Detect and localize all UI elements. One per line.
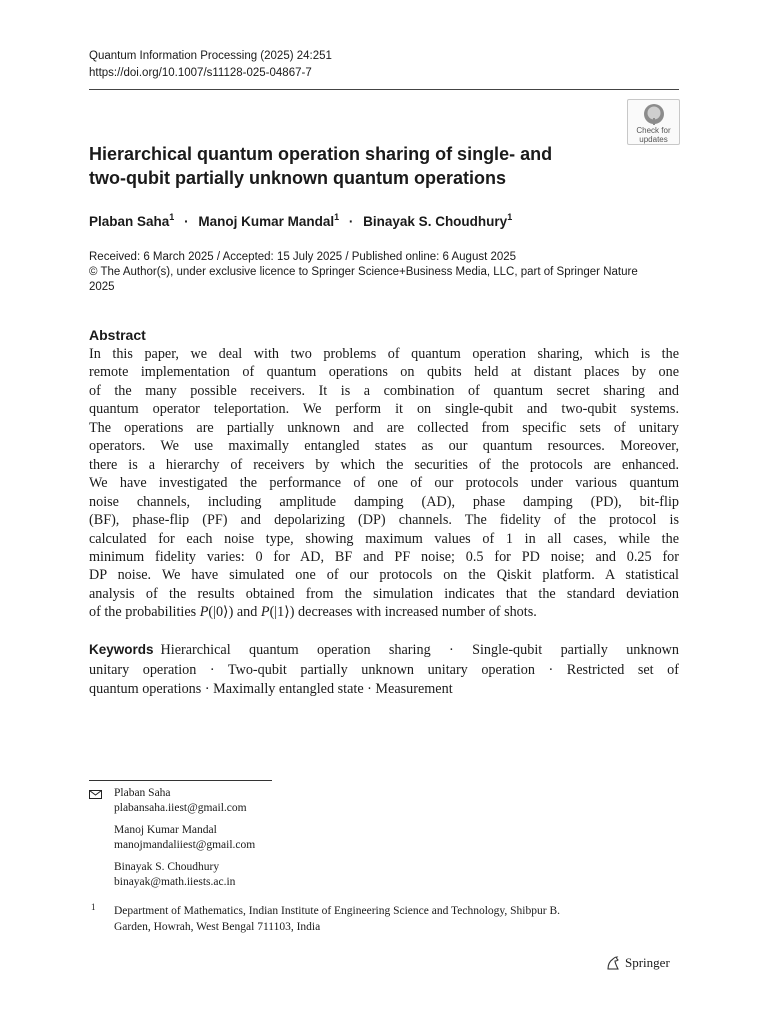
keywords-text: Hierarchical quantum operation sharing · Single-qubit partially unknown [160, 642, 679, 658]
author-name: Binayak S. Choudhury [363, 214, 508, 229]
corresponding-author-1 [114, 786, 247, 816]
abstract-line: In this paper, we deal with two problems of quantum operation sharing, which is the [89, 346, 679, 362]
author-list [89, 208, 512, 231]
probability-argument: (|0⟩) [208, 604, 234, 621]
keywords-label: Keywords [89, 642, 154, 657]
abstract-line: calculated for each noise type, showing maximum values of 1 in all cases, while the [89, 530, 679, 547]
publication-history [89, 250, 679, 295]
affiliation-line-1: Department of Mathematics, Indian Institute of Engineering Science and Technology, Shibpur B. [114, 905, 560, 917]
probability-symbol: P [199, 604, 209, 621]
abstract-text: of the probabilities [89, 604, 200, 621]
affiliation [114, 904, 679, 935]
abstract-last-line [89, 603, 679, 621]
probability-symbol: P [260, 604, 270, 621]
abstract-line: We have investigated the performance of one of our protocols under various quantum [89, 475, 679, 492]
abstract-line: noise channels, including amplitude damping (AD), phase damping (PD), bit-flip [89, 493, 679, 510]
abstract-line: remote implementation of quantum operations on qubits held at distant places by one [89, 364, 679, 381]
updates-label: updates [639, 135, 668, 144]
publisher-name: Springer [625, 955, 670, 970]
correspondent-name: Binayak S. Choudhury [114, 861, 220, 873]
abstract-body [89, 345, 679, 622]
abstract-line: of the many possible receivers. It is a combination of quantum secret sharing and [89, 382, 679, 399]
abstract-line: The operations are partially unknown and are collected from specific sets of unitary [89, 419, 679, 436]
author-separator: · [184, 214, 189, 229]
copyright-year: 2025 [89, 281, 115, 293]
check-for-label: Check for [636, 126, 671, 135]
author-name: Plaban Saha [89, 214, 170, 229]
copyright-notice: © The Author(s), under exclusive licence to Springer Science+Business Media, LLC, part of Springer Nature [89, 266, 638, 278]
title-line-2: two-qubit partially unknown quantum operations [89, 168, 506, 188]
doi-link[interactable]: https://doi.org/10.1007/s11128-025-04867-7 [89, 67, 312, 79]
affiliation-number: 1 [91, 902, 96, 912]
affiliation-line-2: Garden, Howrah, West Bengal 711103, India [114, 920, 321, 933]
abstract-line: (BF), phase-flip (PF) and depolarizing (DP) channels. The fidelity of the protocol is [89, 512, 679, 529]
author-affiliation-mark: 1 [334, 212, 340, 222]
correspondent-email[interactable]: plabansaha.iiest@gmail.com [114, 802, 247, 814]
springer-logo [605, 955, 670, 971]
article-title [89, 142, 609, 190]
abstract-text: and [233, 604, 261, 621]
keywords-section [89, 640, 679, 700]
springer-horse-icon [605, 955, 621, 971]
header-divider [89, 89, 679, 90]
abstract-text: decreases with increased number of shots. [294, 604, 537, 621]
abstract-line: minimum fidelity varies: 0 for AD, BF and PF noise; 0.5 for PD noise; and 0.25 for [89, 548, 679, 565]
check-for-updates-badge[interactable] [627, 99, 680, 145]
corresponding-author-2 [114, 823, 255, 853]
author-separator: · [348, 214, 354, 229]
journal-header [89, 48, 332, 82]
keywords-line [89, 640, 679, 661]
abstract-line: quantum operator teleportation. We perform it on single-qubit and two-qubit systems. [89, 401, 679, 418]
abstract-line: analysis of the results obtained from the simulation indicates that the standard deviation [89, 585, 679, 602]
corresponding-author-3 [114, 860, 235, 890]
crossmark-check-icon [643, 103, 665, 125]
correspondent-name: Plaban Saha [114, 787, 171, 799]
keywords-line: unitary operation · Two-qubit partially unknown unitary operation · Restricted set of [89, 661, 679, 678]
footnote-divider [89, 780, 272, 781]
received-accepted-dates: Received: 6 March 2025 / Accepted: 15 July 2025 / Published online: 6 August 2025 [89, 251, 517, 263]
envelope-icon [89, 790, 102, 799]
title-line-1: Hierarchical quantum operation sharing of single- and [89, 144, 553, 164]
abstract-line: DP noise. We have simulated one of our protocols on the Qiskit platform. A statistical [89, 567, 679, 584]
abstract-heading: Abstract [89, 327, 146, 343]
correspondent-email[interactable]: binayak@math.iiests.ac.in [114, 876, 236, 888]
abstract-line: there is a hierarchy of receivers by which the securities of the protocols are enhanced. [89, 456, 679, 473]
probability-argument: (|1⟩) [269, 604, 295, 621]
journal-citation: Quantum Information Processing (2025) 24:251 [89, 50, 332, 62]
author-affiliation-mark: 1 [169, 212, 175, 222]
author-affiliation-mark: 1 [507, 212, 513, 222]
correspondent-name: Manoj Kumar Mandal [114, 824, 217, 836]
keywords-line: quantum operations · Maximally entangled state · Measurement [89, 681, 453, 697]
author-name: Manoj Kumar Mandal [198, 214, 335, 229]
correspondent-email[interactable]: manojmandaliiest@gmail.com [114, 839, 256, 851]
abstract-line: operators. We use maximally entangled states as our quantum resources. Moreover, [89, 438, 679, 455]
